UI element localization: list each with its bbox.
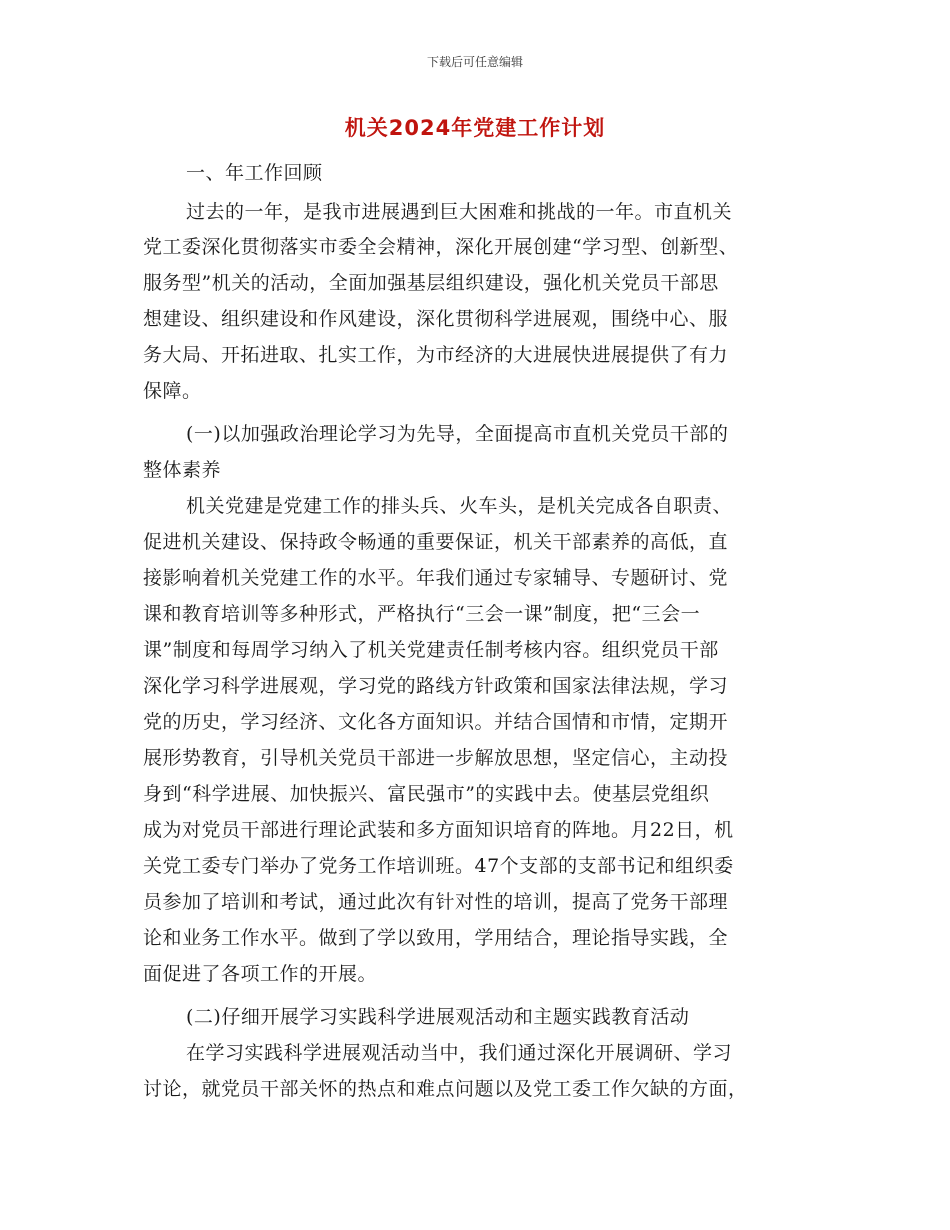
text-line: 党的历史，学习经济、文化各方面知识。并结合国情和市情，定期开 — [143, 711, 729, 733]
text-line: 课”制度和每周学习纳入了机关党建责任制考核内容。组织党员干部 — [143, 639, 719, 661]
text-line: 论和业务工作水平。做到了学以致用，学用结合，理论指导实践，全 — [143, 927, 729, 949]
text-line: 机关党建是党建工作的排头兵、火车头，是机关完成各自职责、 — [186, 495, 733, 517]
text-line: 关党工委专门举办了党务工作培训班。47个支部的支部书记和组织委 — [143, 855, 734, 877]
text-line: 展形势教育，引导机关党员干部进一步解放思想，坚定信心，主动投 — [143, 747, 729, 769]
text-line: 务大局、开拓进取、扎实工作，为市经济的大进展快进展提供了有力 — [143, 344, 729, 366]
text-line: (二)仔细开展学习实践科学进展观活动和主题实践教育活动 — [186, 1006, 690, 1028]
text-line: 过去的一年，是我市进展遇到巨大困难和挑战的一年。市直机关 — [186, 201, 733, 223]
text-line: 保障。 — [143, 380, 202, 402]
text-line: 深化学习科学进展观，学习党的路线方针政策和国家法律法规，学习 — [143, 675, 729, 697]
text-line: (一)以加强政治理论学习为先导，全面提高市直机关党员干部的 — [186, 423, 729, 445]
text-line: 一、年工作回顾 — [186, 162, 323, 184]
document-title: 机关2024年党建工作计划 — [344, 116, 606, 140]
text-line: 课和教育培训等多种形式，严格执行“三会一课”制度，把“三会一 — [143, 603, 701, 625]
text-line: 在学习实践科学进展观活动当中，我们通过深化开展调研、学习 — [186, 1042, 733, 1064]
text-line: 成为对党员干部进行理论武装和多方面知识培育的阵地。月22日，机 — [143, 819, 734, 841]
text-line: 接影响着机关党建工作的水平。年我们通过专家辅导、专题研讨、党 — [143, 567, 729, 589]
text-line: 身到“科学进展、加快振兴、富民强市”的实践中去。使基层党组织 — [143, 783, 710, 805]
text-line: 员参加了培训和考试，通过此次有针对性的培训，提高了党务干部理 — [143, 891, 729, 913]
text-line: 促进机关建设、保持政令畅通的重要保证，机关干部素养的高低，直 — [143, 531, 729, 553]
text-line: 面促进了各项工作的开展。 — [143, 963, 378, 985]
text-line: 讨论，就党员干部关怀的热点和难点问题以及党工委工作欠缺的方面， — [143, 1078, 748, 1100]
text-line: 想建设、组织建设和作风建设，深化贯彻科学进展观，围绕中心、服 — [143, 308, 729, 330]
text-line: 整体素养 — [143, 459, 222, 481]
text-line: 党工委深化贯彻落实市委全会精神，深化开展创建“学习型、创新型、 — [143, 236, 739, 258]
text-line: 服务型”机关的活动，全面加强基层组织建设，强化机关党员干部思 — [143, 272, 719, 294]
header-note: 下载后可任意编辑 — [426, 55, 523, 69]
